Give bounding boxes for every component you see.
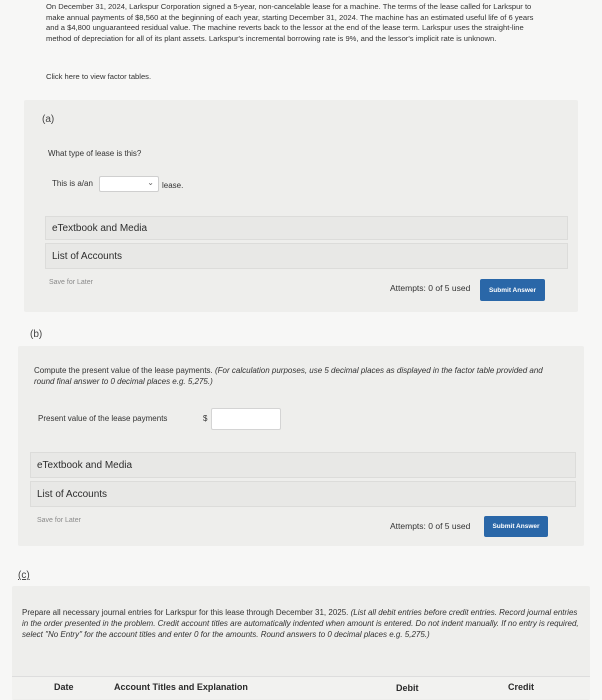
currency-symbol: $ (203, 414, 208, 423)
part-c-instructions (22, 608, 582, 640)
part-b-label: (b) (30, 329, 43, 340)
part-a-question: What type of lease is this? (48, 149, 142, 158)
pv-input-value (212, 409, 280, 415)
list-of-accounts-button-b[interactable]: List of Accounts (30, 481, 576, 507)
journal-header-row (12, 676, 590, 699)
col-header-date: Date (54, 682, 74, 692)
etextbook-media-button-b[interactable]: eTextbook and Media (30, 452, 576, 478)
etextbook-media-button-a[interactable]: eTextbook and Media (45, 216, 568, 240)
attempts-a: Attempts: 0 of 5 used (390, 283, 471, 293)
lease-type-suffix: lease. (162, 181, 184, 190)
col-header-account: Account Titles and Explanation (114, 682, 248, 692)
submit-answer-button-a[interactable]: Submit Answer (480, 279, 545, 301)
save-for-later-b[interactable]: Save for Later (37, 517, 81, 524)
part-c-instructions-note: (List all debit entries before credit entries. Record journal entries in the order presented in the problem. Credit account titles are automatically indented when amount is entered. Do not indent manually. If no entry is required, select "No Entry" for the account titles and enter 0 for the amounts. Round answers to 0 decimal places e.g. 5,275.) (22, 608, 579, 639)
part-b-question-note: (For calculation purposes, use 5 decimal places as displayed in the factor table provided and round final answer to 0 decimal places e.g. 5,275.) (34, 366, 543, 386)
part-c-label: (c) (18, 570, 30, 581)
part-a-label: (a) (42, 114, 55, 125)
part-b-question (34, 365, 554, 387)
pv-input[interactable] (211, 408, 281, 430)
chevron-down-icon: ⌄ (147, 178, 154, 187)
submit-answer-button-b[interactable]: Submit Answer (484, 516, 548, 537)
part-c-instructions-text: Prepare all necessary journal entries for Larkspur for this lease through December 31, 2025. (22, 608, 351, 617)
save-for-later-a[interactable]: Save for Later (49, 279, 93, 286)
list-of-accounts-button-a[interactable]: List of Accounts (45, 243, 568, 269)
col-header-credit: Credit (508, 682, 535, 692)
lease-type-select[interactable] (99, 176, 159, 192)
pv-label: Present value of the lease payments (38, 414, 168, 423)
lease-type-prefix: This is a/an (52, 179, 93, 188)
problem-statement: On December 31, 2024, Larkspur Corporation signed a 5-year, non-cancelable lease for a machine. The terms of the lease called for Larkspur to make annual payments of $8,560 at the beginning of each year, starting December 31, 2024. The machine has an estimated useful life of 6 years and a $4,800 unguaranteed residual value. The machine reverts back to the lessor at the end of the lease term. Larkspur uses the straight-line method of depreciation for all of its plant assets. Larkspur's incremental borrowing rate is 9%, and the lessor's implicit rate is unknown. (46, 2, 534, 43)
attempts-b: Attempts: 0 of 5 used (390, 521, 471, 531)
col-header-debit: Debit (396, 683, 419, 693)
factor-tables-link[interactable]: Click here to view factor tables. (46, 72, 152, 81)
part-b-question-text: Compute the present value of the lease payments. (34, 366, 215, 375)
